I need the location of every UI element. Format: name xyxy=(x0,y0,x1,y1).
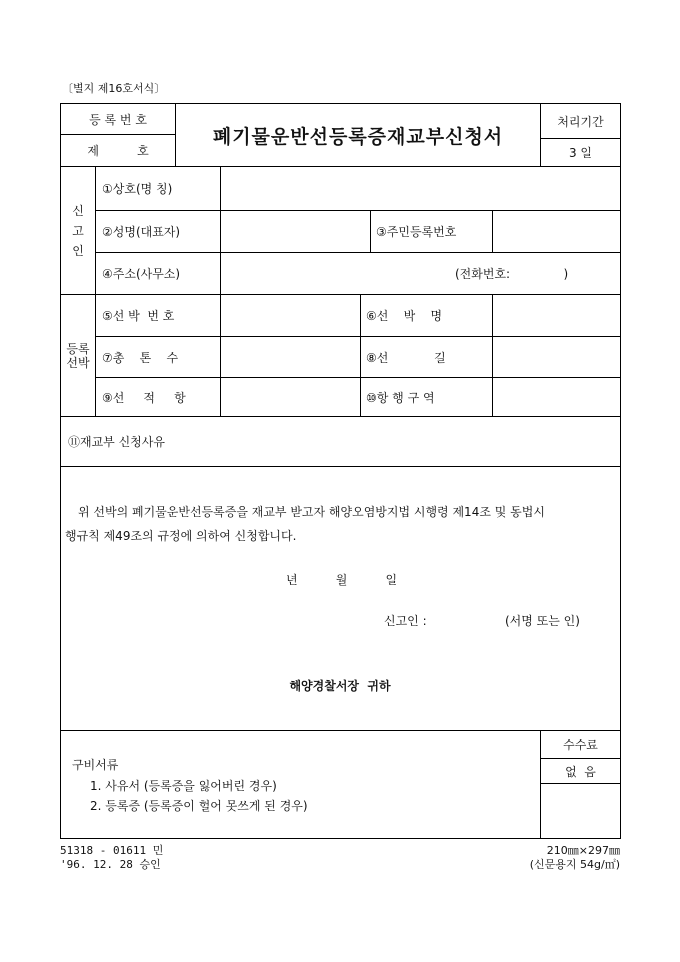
required-document-1: 1. 사유서 (등록증을 잃어버린 경우) xyxy=(90,779,277,793)
processing-period-label: 처리기간 xyxy=(557,114,604,129)
address-field[interactable] xyxy=(221,253,451,294)
navigation-area-label: ⑩항 행 구 역 xyxy=(366,390,435,405)
representative-name-field[interactable] xyxy=(221,211,370,252)
phone-number-label: (전화번호: ) xyxy=(455,267,569,281)
representative-name-label: ②성명(대표자) xyxy=(102,225,181,239)
footer-paper-size: 210㎜×297㎜ xyxy=(546,844,620,857)
ship-number-field[interactable] xyxy=(221,295,360,336)
port-of-registry-label: ⑨선 적 항 xyxy=(102,390,186,405)
navigation-area-field[interactable] xyxy=(493,378,620,416)
business-name-field[interactable] xyxy=(221,167,620,210)
form-number: 〔별지 제16호서식〕 xyxy=(62,82,166,95)
statement-line-1: 위 선박의 폐기물운반선등록증을 재교부 받고자 해양오염방지법 시행령 제14조 및 동법시 xyxy=(78,505,545,519)
statement-line-2: 행규칙 제49조의 규정에 의하여 신청합니다. xyxy=(65,529,297,543)
ship-name-label: ⑥선 박 명 xyxy=(366,309,443,323)
signature-or-seal-label: (서명 또는 인) xyxy=(505,614,580,628)
footer-code: 51318 - 01611 민 xyxy=(60,844,164,857)
addressee: 해양경찰서장 귀하 xyxy=(289,679,391,693)
footer-approval: '96. 12. 28 승인 xyxy=(60,858,161,871)
gross-tonnage-field[interactable] xyxy=(221,337,360,377)
date-line: 년 월 일 xyxy=(286,573,398,587)
ship-length-label: ⑧선 길 xyxy=(366,350,446,365)
applicant-signature-label: 신고인 : xyxy=(384,614,427,628)
form-title: 폐기물운반선등록증재교부신청서 xyxy=(212,125,504,148)
required-document-2: 2. 등록증 (등록증이 헐어 못쓰게 된 경우) xyxy=(90,799,308,813)
required-documents-label: 구비서류 xyxy=(72,758,119,772)
fee-value: 없 음 xyxy=(565,764,596,779)
applicant-section-label: 신 고 인 xyxy=(72,203,84,258)
ship-length-field[interactable] xyxy=(493,337,620,377)
ship-name-field[interactable] xyxy=(493,295,620,336)
number-label: 제 호 xyxy=(87,144,149,158)
gross-tonnage-label: ⑦총 톤 수 xyxy=(102,350,179,365)
fee-label: 수수료 xyxy=(563,738,598,752)
registration-number-label: 등 록 번 호 xyxy=(89,112,147,127)
business-name-label: ①상호(명 칭) xyxy=(102,182,173,196)
footer-paper-type: (신문용지 54g/㎡) xyxy=(529,858,620,871)
processing-period-value: 3 일 xyxy=(568,146,593,160)
resident-number-field[interactable] xyxy=(493,211,620,252)
reissue-reason-label: ⑪재교부 신청사유 xyxy=(68,435,165,449)
ship-section-label: 등록 선박 xyxy=(66,341,90,370)
resident-number-label: ③주민등록번호 xyxy=(376,225,457,239)
ship-number-label: ⑤선 박 번 호 xyxy=(102,309,175,323)
port-of-registry-field[interactable] xyxy=(221,378,360,416)
address-label: ④주소(사무소) xyxy=(102,267,181,281)
